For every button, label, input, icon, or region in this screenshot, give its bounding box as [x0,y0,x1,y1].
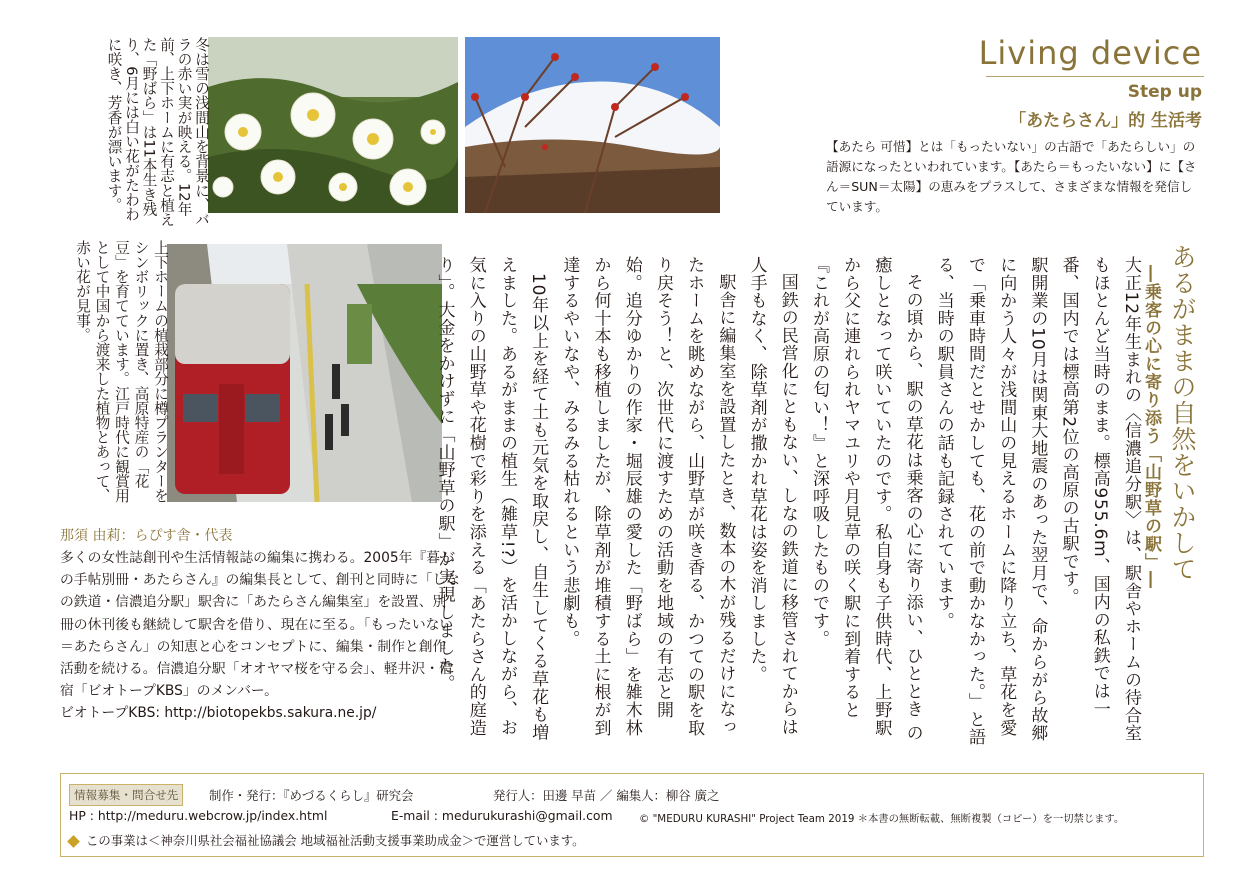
author-bio [60,547,460,725]
article-subtitle: ―乗客の心に寄り添う「山野草の駅」― [1141,265,1161,589]
header-description: 【あたら 可惜】とは「もったいない」の古語で「あたらしい」の語源になったといわれています。【あたら＝もったいない】に【さん＝SUN＝太陽】の恵みをプラスして、さまざまな情報を発信しています。 [826,139,1197,214]
author-link[interactable]: ビオトープKBS: http://biotopekbs.sakura.ne.jp/ [60,705,377,722]
header-divider [986,76,1204,77]
author-bio-text: 多くの女性誌創刊や生活情報誌の編集に携わる。2005年『暮しの手帖別冊・あたらさん』の編集長として、創刊と同時に「しなの鉄道・信濃追分駅」駅舎に「あたらさん編集室」を設置、別冊の休刊後も継続して駅舎を借り、現在に至る。「もったいない＝あたらさん」の知恵と心をコンセプトに、編集・制作と創作活動を続ける。信濃追分駅「オオヤマ桜を守る会」、軽井沢・借宿「ビオトープKBS」のメンバー。 [60,550,460,700]
homepage-link[interactable]: HP : http://meduru.webcrow.jp/index.html [69,808,328,823]
article-paragraph: その頃から、駅の草花は乗客の心に寄り添い、ひととき の癒しとなって咲いていたのです。私自身も子供時代、上野駅から父に連れられヤマユリや月見草の咲く駅に到着すると『これが高原の匂い！』と深呼吸したものです。 [808,256,923,743]
section-label: Step up [1127,82,1202,102]
copyright-text: © "MEDURU KURASHI" Project Team 2019 ＊本書の無断転載、無断複製（コピー）を一切禁じます。 [639,813,1125,825]
article-paragraph: 大正12年生まれの〈信濃追分駅〉は、駅舎やホームの待合室もほとんど当時のまま。標高955.6m、国内の私鉄では一番、国内では標高第2位の高原の古駅です。 [1058,256,1141,743]
footer-box [60,773,1204,857]
article-paragraph: 国鉄の民営化にともない、しなの鉄道に移管されてからは人手もなく、除草剤が撒かれ草花は姿を消しました。 [746,256,798,736]
article-paragraph: 駅開業の10月は関東大地震のあった翌月で、命からがら故郷に向かう人々が浅間山の見えるホームに降り立ち、草花を愛で「乗車時間だとせかしても、花の前で動かなかった。」と語る、当時の駅員さんの話も記録されています。 [933,256,1048,746]
page-title: Living device [978,34,1202,72]
article-paragraph: 駅舎に編集室を設置したとき、数本の木が残るだけになったホームを眺めながら、山野草が咲き香る、かつての駅を取り戻そう！と、次世代に渡すための活動を地域の有志と開始。追分ゆかりの作家・堀辰雄の愛した「野ばら」を雑木林から何十本も移植しましたが、除草剤が堆積する土に根が到達するやいなや、みるみる枯れるという悲劇も。 [559,256,736,737]
station-train-photo [167,244,442,502]
producer-text: 制作・発行：『めづるくらし』研究会 [209,788,414,803]
white-rose-photo [208,37,458,213]
email-link[interactable]: E-mail : medurukurashi@gmail.com [391,808,613,823]
article-paragraph: 10年以上を経て土も元気を取戻し、自生してくる草花も増えました。あるがままの植生（雑草!?）を活かしながら、お気に入りの山野草や花樹で彩りを添える「あたらさん的庭造り」。大金をかけずに「山野草の駅」が実現しました。 [434,256,549,742]
author-name: 那須 由莉：らぴす舎・代表 [60,528,233,544]
contact-tag: 情報募集・問合せ先 [69,784,183,806]
asama-rosehip-photo [465,37,720,213]
publisher-text: 発行人：田邊 早苗 ／ 編集人：柳谷 廣之 [493,788,720,803]
diamond-bullet-icon [67,835,80,848]
funding-note-text: この事業は＜神奈川県社会福祉協議会 地域福祉活動支援事業助成金＞で運営しています。 [86,833,585,848]
train-photo-caption: 上下ホームの植栽部分に樽プランターをシンボリックに置き、高原特産の「花豆」を育てています。江戸時代に観賞用として中国から渡来した植物とあって、赤い花が見事。 [74,240,169,503]
article-title: あるがままの自然をいかして [1168,244,1197,582]
section-subtitle: 「あたらさん」的 生活考 [1009,111,1202,131]
article-body [434,256,1146,748]
rose-photo-caption: 冬は雪の浅間山を背景に、バラの赤い実が映える。12年前、上下ホームに有志と植えた「野ばら」は11本生き残り、6月には白い花がたわわに咲き、芳香が漂います。 [105,37,210,227]
funding-note [69,831,585,849]
